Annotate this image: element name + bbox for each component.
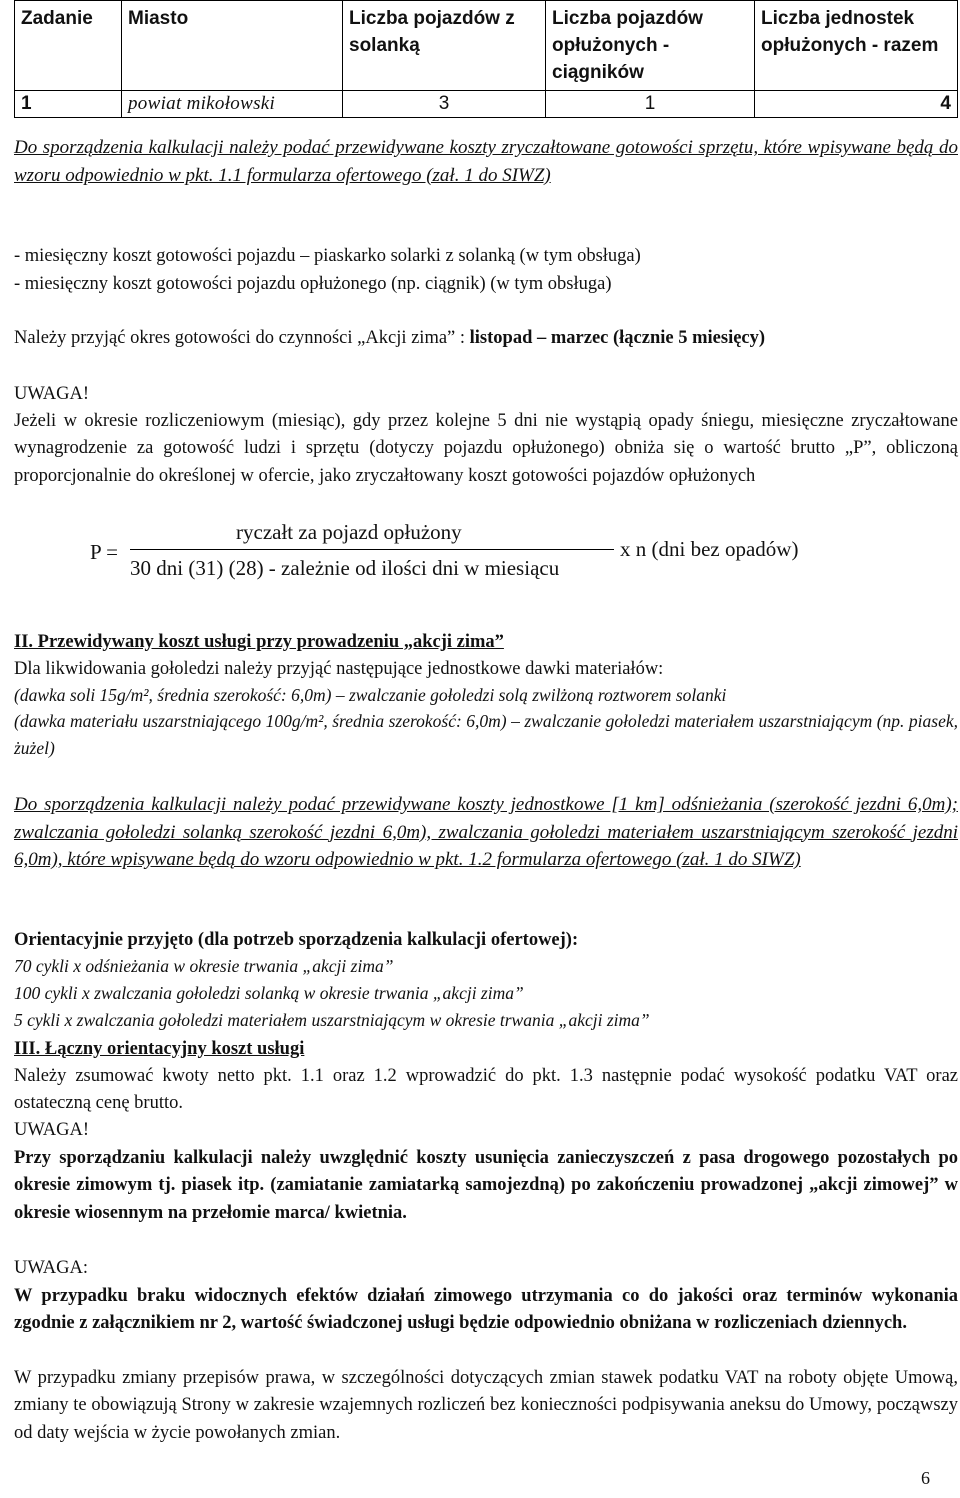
vehicle-table <box>14 0 958 118</box>
formula-lhs: P = <box>90 540 118 564</box>
table-header: Zadanie <box>15 1 122 91</box>
table-header: Liczba pojazdów opłużonych - ciągników <box>546 1 755 91</box>
table-header: Miasto <box>122 1 343 91</box>
formula-rhs: x n (dni bez opadów) <box>620 537 799 561</box>
warning-paragraph: W przypadku braku widocznych efektów działań zimowego utrzymania co do jakości oraz terminów wykonania zgodnie z załącznikiem nr 2, wartość świadczonej usługi będzie odpowiednio obniżana w rozliczeniach dziennych. <box>14 1285 958 1333</box>
table-cell: 4 <box>755 91 958 118</box>
warning-label: UWAGA! <box>14 383 90 404</box>
dose-line: (dawka materiału uszarstniającego 100g/m², średnia szerokość: 6,0m) – zwalczanie gołoledzi materiałem uszarstniającym (np. piasek, żużel) <box>14 710 958 758</box>
period-prefix: Należy przyjąć okres gotowości do czynności „Akcji zima” : <box>14 327 466 348</box>
orientation-item: 70 cykli x odśnieżania w okresie trwania „akcji zima” <box>14 955 394 976</box>
warning-label: UWAGA! <box>14 1119 90 1140</box>
warning-paragraph: Jeżeli w okresie rozliczeniowym (miesiąc), gdy przez kolejne 5 dni nie wystąpią opady śniegu, miesięczne zryczałtowane wynagrodzenie za gotowość ludzi i sprzętu (dotyczy pojazdu opłużonego) obniża się o wartość brutto „P”, obliczoną proporcjonalnie do określonej w ofercie, jako zryczałtowany koszt gotowości pojazdów opłużonych <box>14 410 958 486</box>
table-cell: 1 <box>15 91 122 118</box>
page-number: 6 <box>921 1468 930 1488</box>
period-paragraph <box>14 325 958 353</box>
table-header: Liczba jednostek opłużonych - razem <box>755 1 958 91</box>
intro-instruction: Do sporządzenia kalkulacji należy podać przewidywane koszty zryczałtowane gotowości sprzętu, które wpisywane będą do wzoru odpowiednio w pkt. 1.1 formularza ofertowego (zał. 1 do SIWZ) <box>14 137 958 186</box>
table-header: Liczba pojazdów z solanką <box>343 1 546 91</box>
orientation-item: 5 cykli x zwalczania gołoledzi materiałem uszarstniającym w okresie trwania „akcji zima” <box>14 1009 650 1030</box>
section-heading: II. Przewidywany koszt usługi przy prowadzeniu „akcji zima” <box>14 631 504 652</box>
table-cell: 1 <box>546 91 755 118</box>
section-text: Dla likwidowania gołoledzi należy przyjąć następujące jednostkowe dawki materiałów: <box>14 658 664 679</box>
calc-instruction: Do sporządzenia kalkulacji należy podać przewidywane koszty jednostkowe [1 km] odśnieżania (szerokość jezdni 6,0m); zwalczania gołoledzi solanką szerokość jezdni 6,0m), zwalczania gołoledzi materiałem uszarstniającym szerokość jezdni 6,0m), które wpisywane będą do wzoru odpowiednio w pkt. 1.2 formularza ofertowego (zał. 1 do SIWZ) <box>14 794 958 870</box>
table-cell: powiat mikołowski <box>122 91 343 118</box>
table-header-row <box>15 1 958 91</box>
table-cell: 3 <box>343 91 546 118</box>
warning-label: UWAGA: <box>14 1257 88 1278</box>
cost-line: - miesięczny koszt gotowości pojazdu – piaskarko solarki z solanką (w tym obsługa) <box>14 245 641 266</box>
table-row <box>15 91 958 118</box>
orientation-heading: Orientacyjnie przyjęto (dla potrzeb sporządzenia kalkulacji ofertowej): <box>14 929 579 950</box>
dose-line: (dawka soli 15g/m², średnia szerokość: 6,0m) – zwalczanie gołoledzi solą zwilżoną roztworem solanki <box>14 684 727 705</box>
section-text: Należy zsumować kwoty netto pkt. 1.1 oraz 1.2 wprowadzić do pkt. 1.3 następnie podać wysokość podatku VAT oraz ostateczną cenę brutto. <box>14 1065 958 1113</box>
formula-numerator: ryczałt za pojazd opłużony <box>236 520 462 544</box>
formula-denominator: 30 dni (31) (28) - zależnie od ilości dni w miesiącu <box>130 556 560 580</box>
orientation-item: 100 cykli x zwalczania gołoledzi solanką w okresie trwania „akcji zima” <box>14 982 524 1003</box>
period-months: listopad – marzec (łącznie 5 miesięcy) <box>469 327 766 348</box>
cost-line: - miesięczny koszt gotowości pojazdu opłużonego (np. ciągnik) (w tym obsługa) <box>14 273 612 294</box>
final-paragraph: W przypadku zmiany przepisów prawa, w szczególności dotyczących zmian stawek podatku VAT na roboty objęte Umową, zmiany te obowiązują Strony w zakresie wzajemnych rozliczeń bez konieczności podpisywania aneksu do Umowy, począwszy od daty wejścia w życie powołanych zmian. <box>14 1367 958 1443</box>
section-heading: III. Łączny orientacyjny koszt usługi <box>14 1038 305 1059</box>
fraction-line <box>130 549 614 550</box>
warning-paragraph: Przy sporządzaniu kalkulacji należy uwzględnić koszty usunięcia zanieczyszczeń z pasa drogowego pozostałych po okresie zimowym tj. piasek itp. (zamiatanie zamiatarką samojezdną) po zakończeniu prowadzonej „akcji zimowej” w okresie wiosennym na przełomie marca/ kwietnia. <box>14 1147 958 1223</box>
